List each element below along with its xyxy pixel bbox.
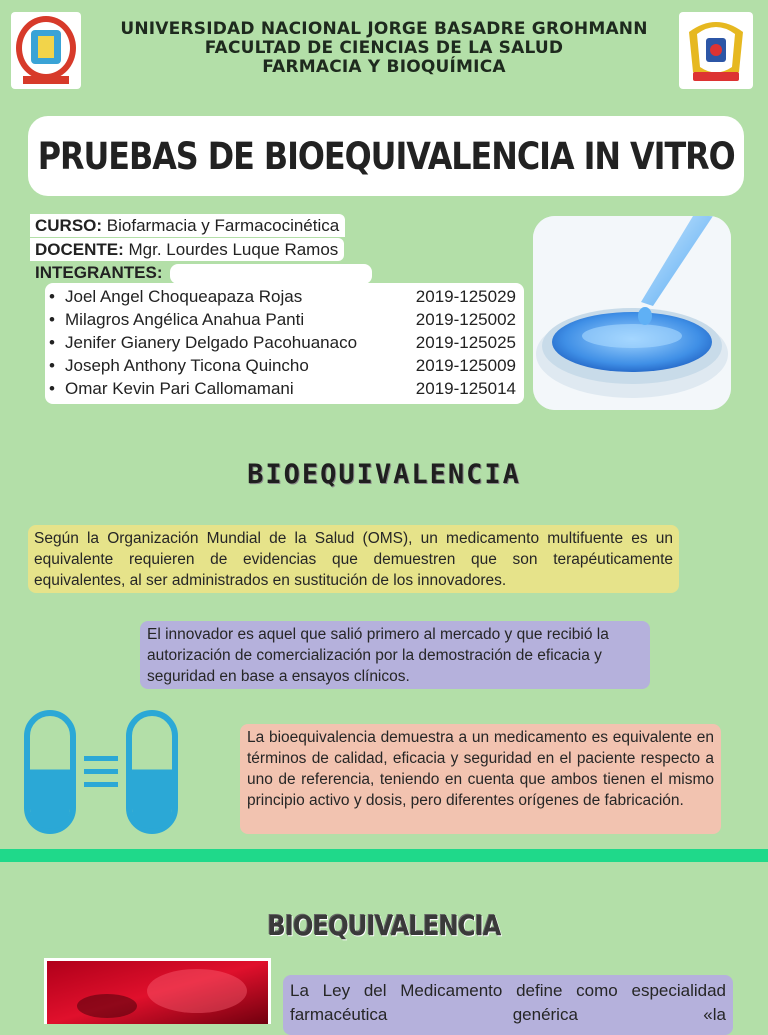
member-row xyxy=(45,287,524,310)
member-code: 2019-125029 xyxy=(415,287,516,306)
member-name: Jenifer Gianery Delgado Pacohuanaco xyxy=(65,333,358,352)
member-name: Omar Kevin Pari Callomamani xyxy=(65,379,294,398)
course-line xyxy=(30,214,345,237)
innovator-text: El innovador es aquel que salió primero al mercado y que recibió la autorización de comercialización por la demostración de eficacia y seguridad en base a ensayos clínicos. xyxy=(147,626,609,685)
faculty-name: FACULTAD DE CIENCIAS DE LA SALUD xyxy=(204,38,564,58)
member-name: Joel Angel Choqueapaza Rojas xyxy=(65,287,303,306)
bioequivalence-box xyxy=(240,724,721,834)
innovator-box xyxy=(140,621,650,689)
bullet-icon: • xyxy=(49,287,55,306)
bullet-icon: • xyxy=(49,310,55,329)
bioequivalence-text: La bioequivalencia demuestra a un medicamento es equivalente en términos de calidad, eficacia y seguridad en el paciente respecto a uno de referencia, teniendo en cuenta que ambos tienen el mismo principio activo y dosis, pero diferentes orígenes de fabricación. xyxy=(247,729,714,809)
main-title-box xyxy=(28,116,744,196)
member-name: Joseph Anthony Ticona Quincho xyxy=(65,356,309,375)
members-list xyxy=(45,283,524,404)
member-code: 2019-125025 xyxy=(415,333,516,352)
course-value: Biofarmacia y Farmacocinética xyxy=(106,216,340,235)
member-code: 2019-125009 xyxy=(415,356,516,375)
header-text xyxy=(110,20,658,77)
oms-definition-box xyxy=(28,525,679,593)
member-name: Milagros Angélica Anahua Panti xyxy=(65,310,305,329)
member-row xyxy=(45,310,524,333)
member-row xyxy=(45,379,524,402)
medicine-law-box xyxy=(283,975,733,1035)
member-code: 2019-125014 xyxy=(415,379,516,398)
faculty-logo xyxy=(679,12,753,89)
section-divider xyxy=(0,849,768,862)
member-row xyxy=(45,333,524,356)
section-title-2: BIOEQUIVALENCIA xyxy=(267,909,501,942)
program-name: FARMACIA Y BIOQUÍMICA xyxy=(262,57,506,77)
bullet-icon: • xyxy=(49,356,55,375)
university-logo xyxy=(11,12,81,89)
bullet-icon: • xyxy=(49,379,55,398)
members-label-line xyxy=(30,262,163,283)
teacher-label: DOCENTE: xyxy=(35,240,124,259)
course-label: CURSO: xyxy=(35,216,103,235)
capsules-equal-icon xyxy=(24,710,180,834)
member-row xyxy=(45,356,524,379)
section-title: BIOEQUIVALENCIA xyxy=(247,459,521,490)
oms-definition-text: Según la Organización Mundial de la Salud (OMS), un medicamento multifuente es un equivalente requieren de evidencias que demuestren que son terapéuticamente equivalentes, al ser administrados en sustitución de los innovadores. xyxy=(34,530,673,589)
members-label-bg xyxy=(170,264,372,284)
university-name: UNIVERSIDAD NACIONAL JORGE BASADRE GROHMANN xyxy=(120,19,648,39)
medicine-law-text: La Ley del Medicamento define como especialidad farmacéutica genérica «la xyxy=(290,981,726,1024)
member-code: 2019-125002 xyxy=(415,310,516,329)
bullet-icon: • xyxy=(49,333,55,352)
members-label: INTEGRANTES: xyxy=(35,263,163,282)
petri-dish-image xyxy=(533,216,731,410)
lab-photo xyxy=(44,958,271,1024)
teacher-line xyxy=(30,238,344,261)
teacher-value: Mgr. Lourdes Luque Ramos xyxy=(128,240,339,259)
main-title: PRUEBAS DE BIOEQUIVALENCIA IN VITRO xyxy=(37,134,735,178)
